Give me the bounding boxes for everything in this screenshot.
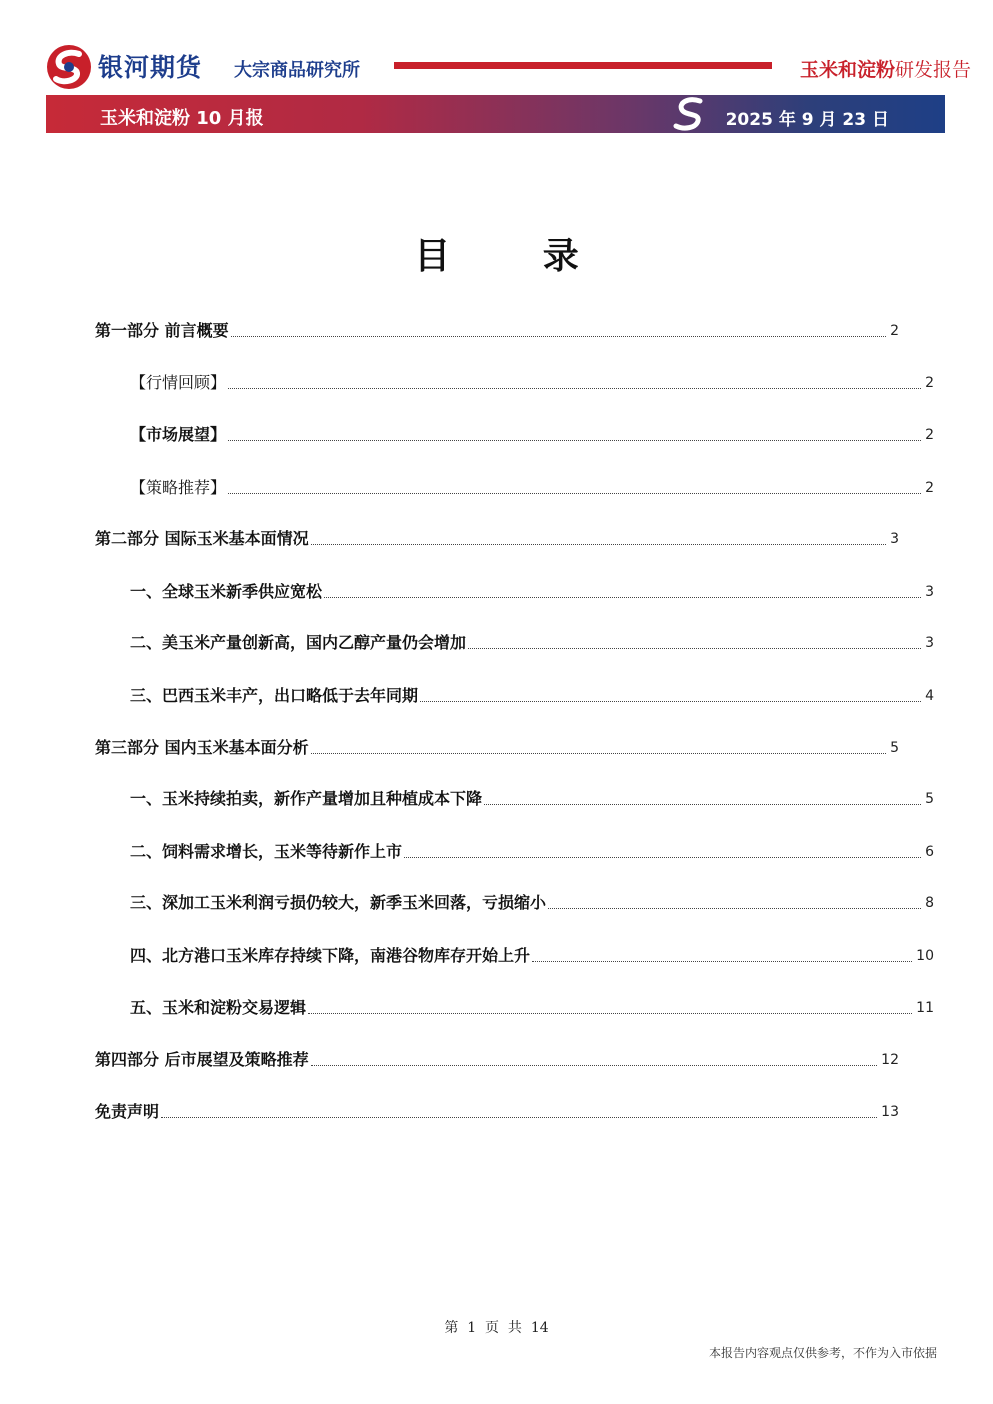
toc-leader [532,961,912,962]
toc-entry-page: 4 [925,688,934,704]
toc-entry-page: 3 [925,584,934,600]
toc-entry[interactable] [95,786,934,810]
toc-entry-page: 2 [890,323,899,339]
toc-entry-label: 【行情回顾】 [130,373,227,392]
toc-entry[interactable] [95,943,934,967]
toc-leader [468,648,921,649]
toc-entry[interactable] [95,1099,899,1123]
toc-leader [311,753,887,754]
toc-entry[interactable] [95,370,934,394]
toc-entry-label: 第四部分 后市展望及策略推荐 [95,1050,309,1069]
toc-entry-page: 8 [925,895,934,911]
toc-entry[interactable] [95,683,934,707]
toc-entry-label: 二、饲料需求增长，玉米等待新作上市 [130,842,403,861]
header-banner [46,95,945,133]
toc-entry[interactable] [95,579,934,603]
toc-entry-page: 5 [925,791,934,807]
toc-entry-page: 2 [925,480,934,496]
toc-leader [161,1117,877,1118]
report-type [800,55,971,82]
report-type-suffix: 研发报告 [894,59,971,81]
footer-disclaimer: 本报告内容观点仅供参考，不作为入市依据 [708,1346,937,1360]
toc-entry[interactable] [95,839,934,863]
toc-entry-label: 【策略推荐】 [130,478,227,497]
report-date: 2025 年 9 月 23 日 [725,110,889,130]
toc-entry-page: 3 [925,635,934,651]
institute-name: 大宗商品研究所 [234,60,360,81]
toc-entry-page: 2 [925,427,934,443]
toc-leader [228,440,921,441]
toc-entry-label: 四、北方港口玉米库存持续下降，南港谷物库存开始上升 [130,946,531,965]
brand-name: 银河期货 [98,53,203,82]
page-indicator: 第 1 页 共 14 [444,1320,549,1336]
toc-leader [228,493,921,494]
toc-entry-label: 免责声明 [95,1102,160,1121]
toc-leader [420,701,921,702]
toc-entry-page: 13 [881,1104,899,1120]
toc-entry-label: 一、玉米持续拍卖，新作产量增加且种植成本下降 [130,789,483,808]
toc-entry[interactable] [95,422,934,446]
toc-title: 目 录 [414,236,619,277]
toc-entry-label: 第三部分 国内玉米基本面分析 [95,738,309,757]
galaxy-futures-logo-icon [46,44,92,90]
toc-leader [404,857,921,858]
banner-title: 玉米和淀粉 10 月报 [100,108,264,129]
toc-entry-page: 5 [890,740,899,756]
toc-leader [228,388,921,389]
toc-entry-label: 【市场展望】 [130,425,227,444]
toc-entry-label: 三、巴西玉米丰产，出口略低于去年同期 [130,686,419,705]
toc-entry-label: 五、玉米和淀粉交易逻辑 [130,998,307,1017]
toc-entry-page: 3 [890,531,899,547]
toc-entry[interactable] [95,1047,899,1071]
toc-entry[interactable] [95,318,899,342]
header-divider [394,62,772,69]
toc-entry-page: 2 [925,375,934,391]
toc-entry-label: 二、美玉米产量创新高，国内乙醇产量仍会增加 [130,633,467,652]
toc-entry[interactable] [95,995,934,1019]
toc-leader [484,804,921,805]
toc-leader [308,1013,912,1014]
toc-entry-label: 三、深加工玉米利润亏损仍较大，新季玉米回落，亏损缩小 [130,893,547,912]
toc-entry-page: 12 [881,1052,899,1068]
toc-leader [311,1065,878,1066]
toc-entry-page: 10 [916,948,934,964]
banner-swoosh-icon [670,95,710,133]
toc-leader [311,544,887,545]
toc-entry-label: 一、全球玉米新季供应宽松 [130,582,323,601]
toc-entry-label: 第一部分 前言概要 [95,321,229,340]
toc-leader [231,336,887,337]
toc-entry[interactable] [95,630,934,654]
toc-entry-page: 6 [925,844,934,860]
toc-entry[interactable] [95,526,899,550]
toc-entry-page: 11 [916,1000,934,1016]
toc-leader [548,908,921,909]
toc-leader [324,597,921,598]
toc-entry-label: 第二部分 国际玉米基本面情况 [95,529,309,548]
toc-entry[interactable] [95,890,934,914]
toc-entry[interactable] [95,735,899,759]
toc-entry[interactable] [95,475,934,499]
report-type-subject: 玉米和淀粉 [799,59,895,81]
